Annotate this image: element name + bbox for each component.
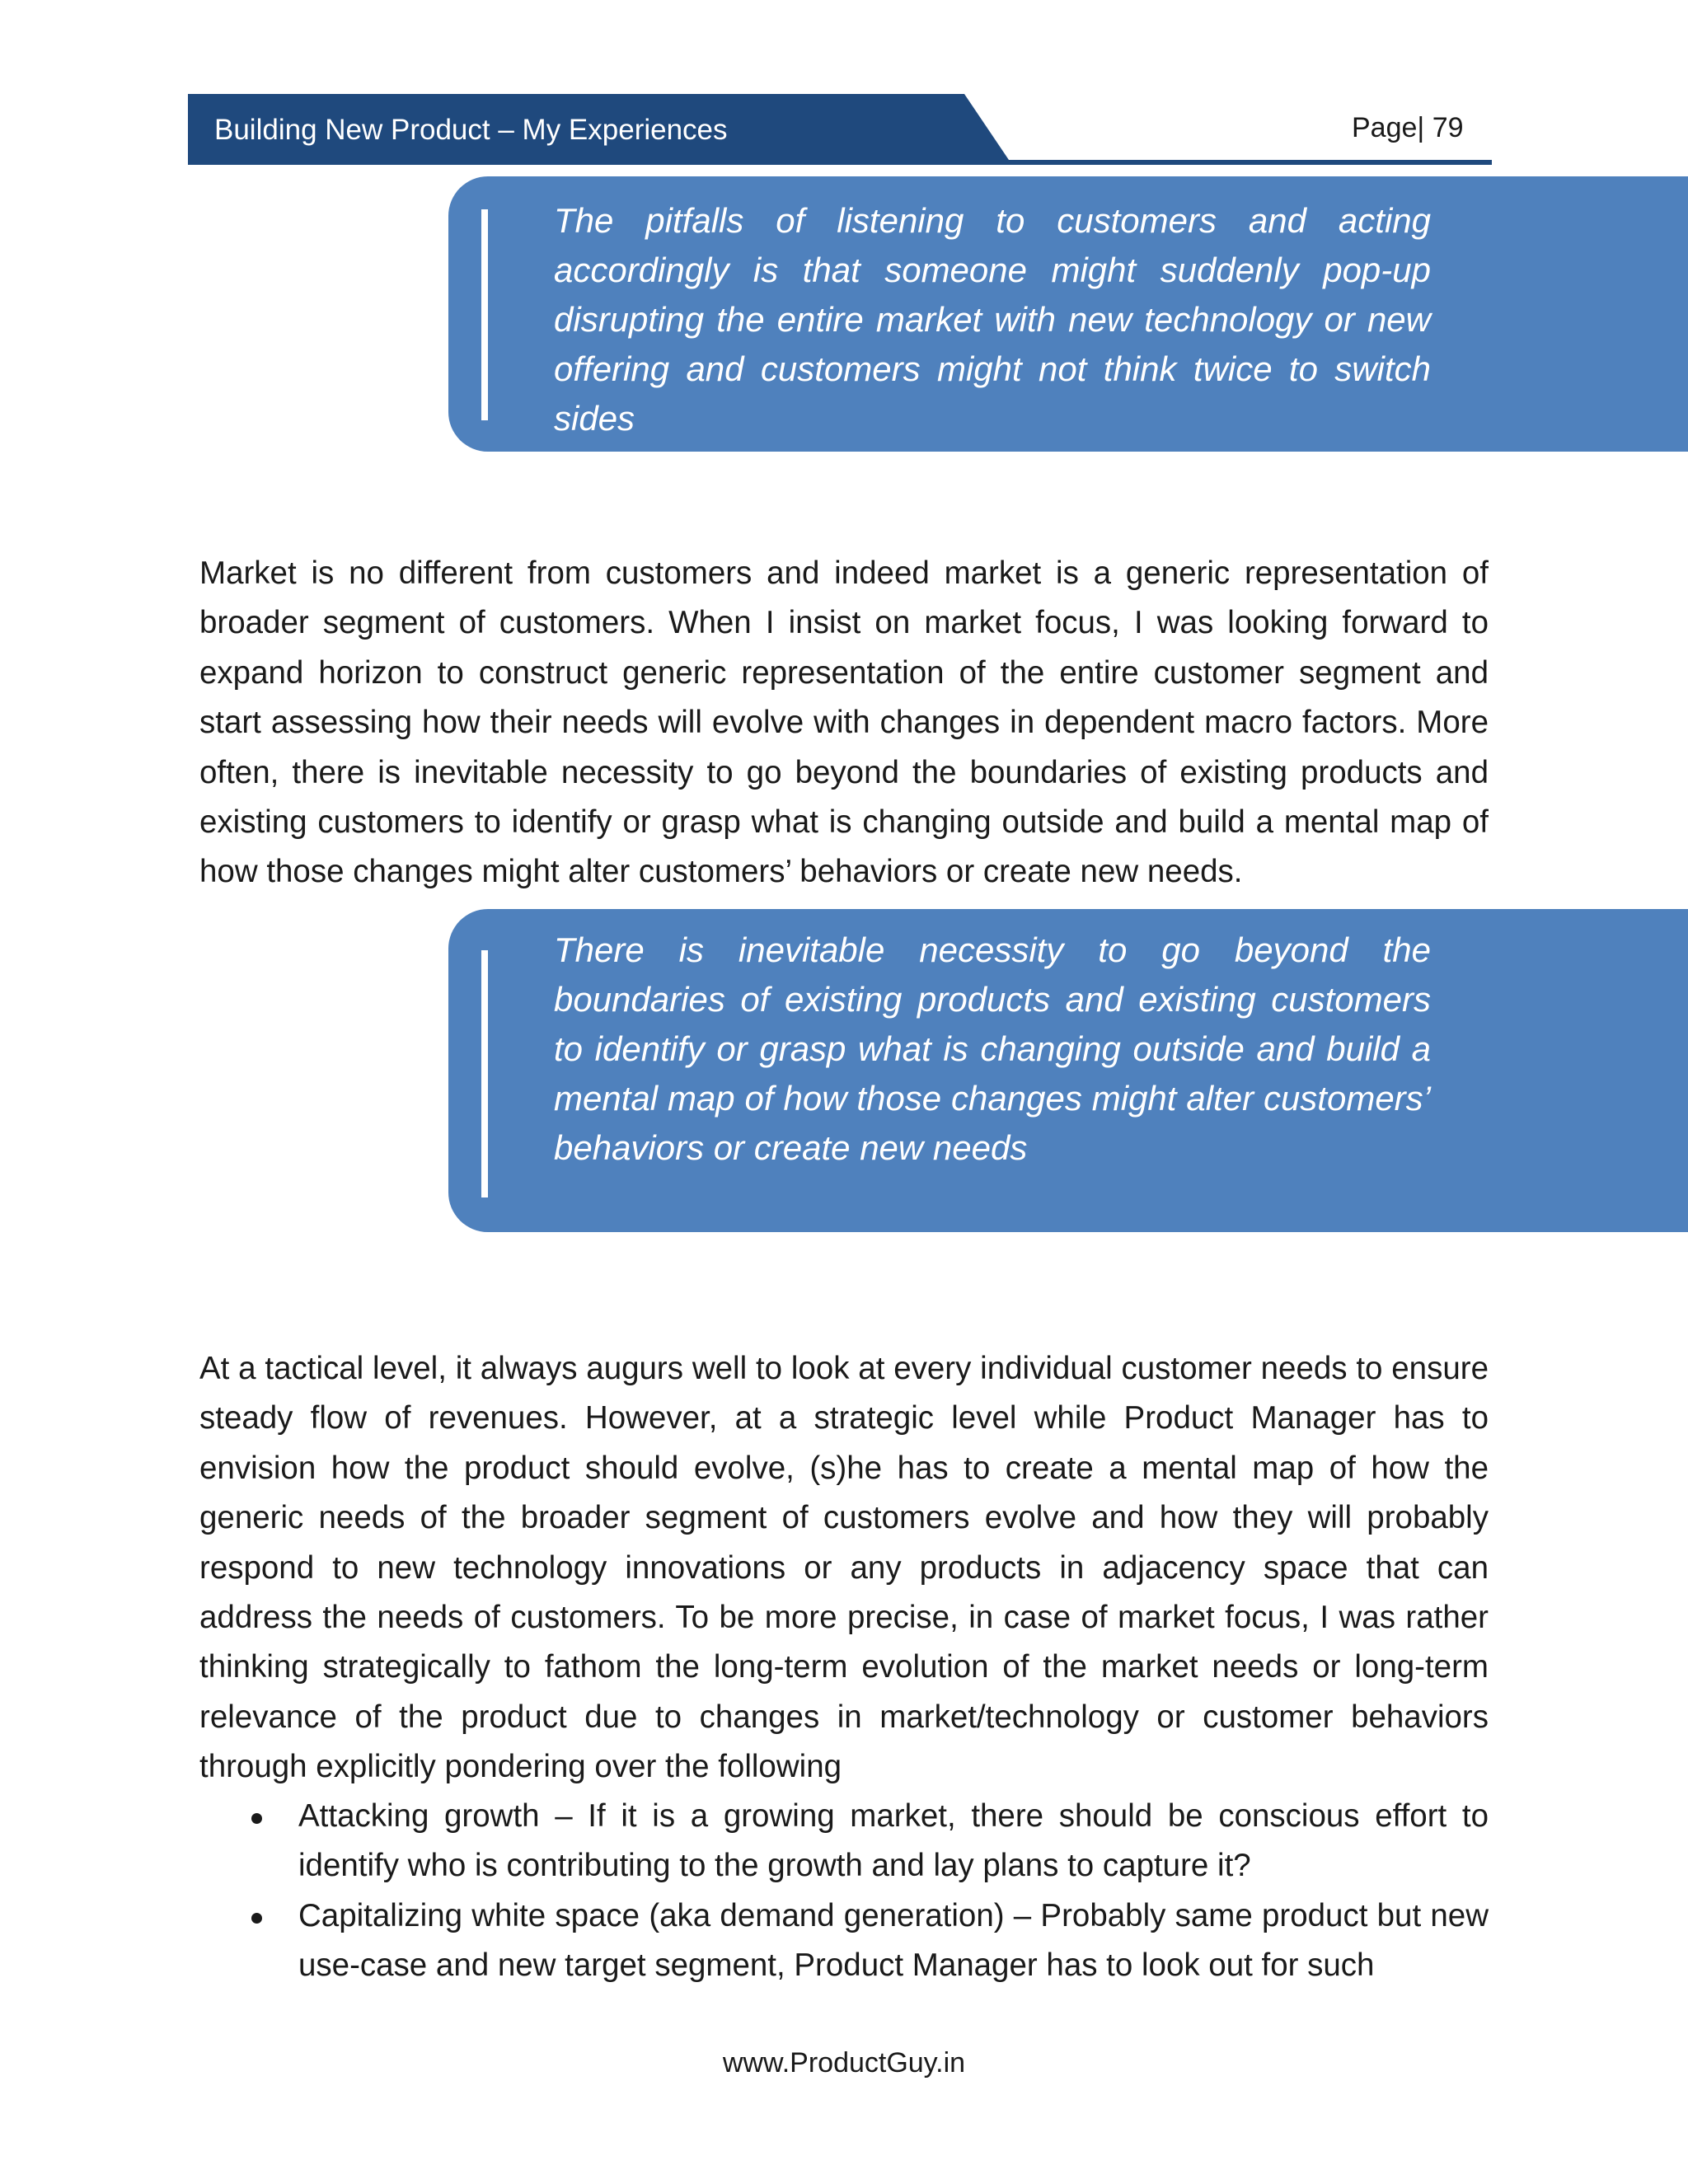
quote-bar [481, 950, 488, 1197]
body-paragraph-1: Market is no different from customers and indeed market is a generic representation of broader segment of customers. When I insist on market focus, I was looking forward to expand horizon to construct generic representation of the entire customer segment and start assessing how their needs will evolve with changes in dependent macro factors. More often, there is inevitable necessity to go beyond the boundaries of existing products and existing customers to identify or grasp what is changing outside and build a mental map of how those changes might alter customers’ behaviors or create new needs. [199, 555, 1489, 890]
quote-bar [481, 209, 488, 420]
pull-quote-text: The pitfalls of listening to customers and acting accordingly is that someone might suddenly pop-up disrupting the entire market with new technology or new offering and customers might not think twice to switch sides [554, 201, 1431, 438]
bullet-icon [251, 1913, 262, 1924]
pull-quote-2 [448, 909, 1688, 1232]
header-rule [997, 160, 1492, 165]
page-number-value: 79 [1432, 112, 1464, 143]
bullet-icon [251, 1813, 262, 1824]
bullet-text: Attacking growth – If it is a growing market, there should be conscious effort to identify who is contributing to the growth and lay plans to capture it? [298, 1798, 1489, 1884]
pull-quote-text: There is inevitable necessity to go beyond the boundaries of existing products and existing customers to identify or grasp what is changing outside and build a mental map of how those changes might alter customers’ behaviors or create new needs [554, 930, 1431, 1167]
bullet-list [199, 1792, 1489, 1991]
footer-url: www.ProductGuy.in [722, 2047, 966, 2079]
page-label: Page| [1352, 112, 1425, 143]
page-number [1352, 112, 1464, 144]
pull-quote-1 [448, 176, 1688, 452]
list-item [199, 1792, 1489, 1891]
body-paragraph-2: At a tactical level, it always augurs well to look at every individual customer needs to ensure steady flow of revenues. However, at a strategic level while Product Manager has to envision how the product should evolve, (s)he has to create a mental map of how the generic needs of the broader segment of customers evolve and how they will probably respond to new technology innovations or any products in adjacency space that can address the needs of customers. To be more precise, in case of market focus, I was rather thinking strategically to fathom the long-term evolution of the market needs or long-term relevance of the product due to changes in market/technology or customer behaviors through explicitly pondering over the following [199, 1351, 1489, 1785]
bullet-text: Capitalizing white space (aka demand generation) – Probably same product but new use-case and new target segment, Product Manager has to look out for such [298, 1897, 1489, 1984]
list-item [199, 1891, 1489, 1991]
book-title: Building New Product – My Experiences [214, 114, 728, 146]
